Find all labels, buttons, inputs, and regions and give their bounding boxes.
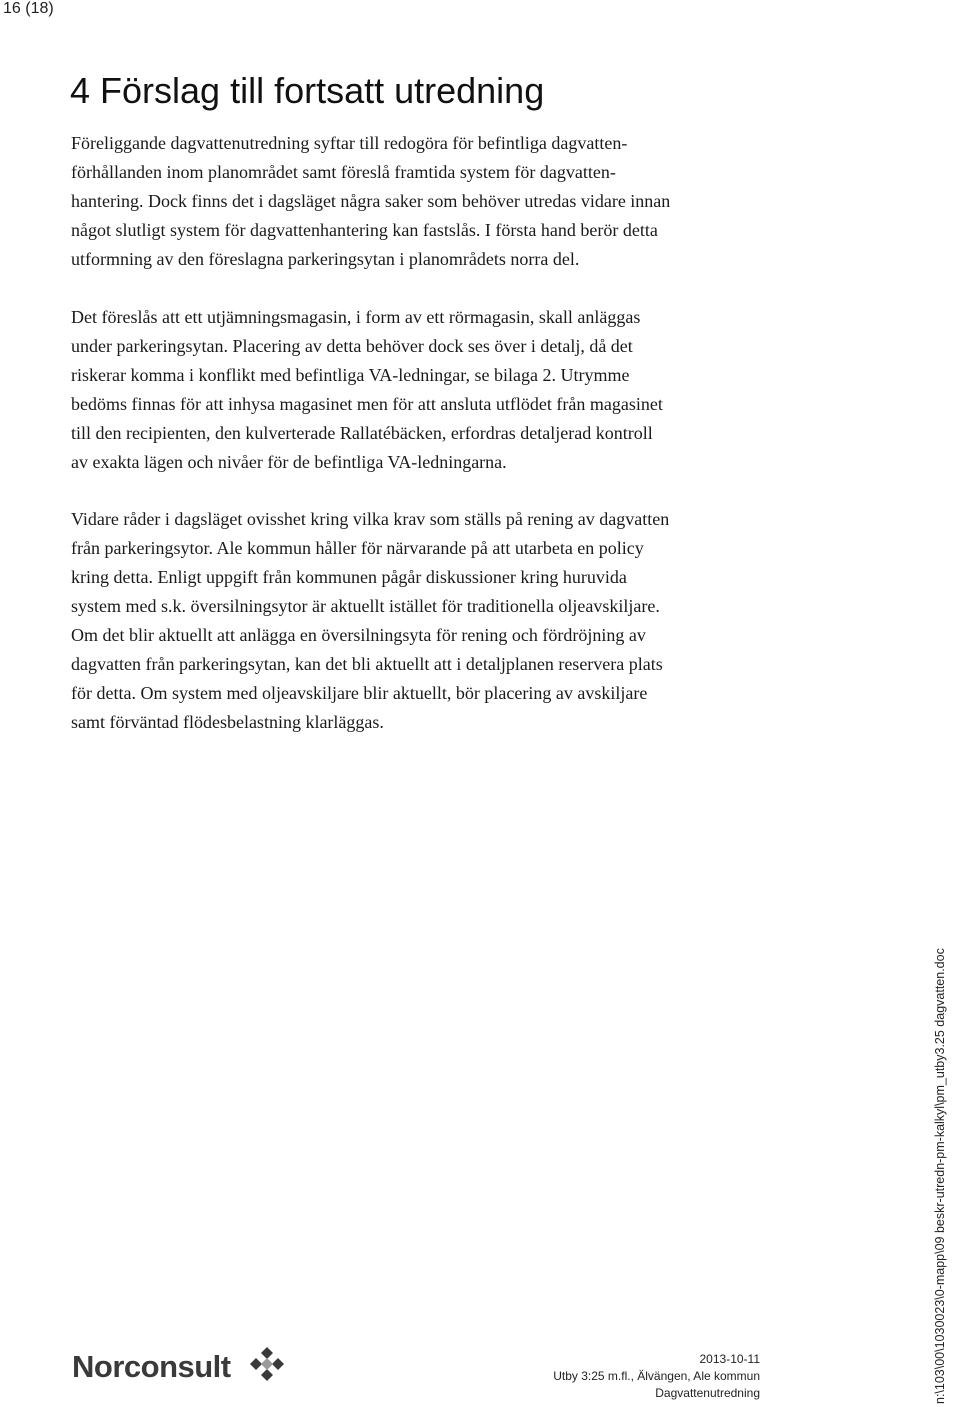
footer-document-title: Dagvattenutredning bbox=[655, 1386, 760, 1400]
paragraph-line: riskerar komma i konflikt med befintliga VA-ledningar, se bilaga 2. Utrymme bbox=[71, 365, 630, 385]
paragraph-1 bbox=[71, 129, 791, 274]
paragraph-line: Det föreslås att ett utjämningsmagasin, i form av ett rörmagasin, skall anläggas bbox=[71, 307, 641, 327]
paragraph-2 bbox=[71, 303, 791, 477]
page-number: 16 (18) bbox=[3, 0, 54, 17]
paragraph-line: samt förväntad flödesbelastning klarläggas. bbox=[71, 712, 384, 732]
paragraph-line: Vidare råder i dagsläget ovisshet kring vilka krav som ställs på rening av dagvatten bbox=[71, 509, 670, 529]
section-heading: 4 Förslag till fortsatt utredning bbox=[70, 70, 545, 111]
paragraph-line: utformning av den föreslagna parkeringsytan i planområdets norra del. bbox=[71, 249, 580, 269]
company-logo bbox=[72, 1349, 292, 1397]
footer-info bbox=[553, 1351, 760, 1402]
paragraph-line: av exakta lägen och nivåer för de befintliga VA-ledningarna. bbox=[71, 452, 507, 472]
norconsult-diamond-icon bbox=[247, 1345, 287, 1385]
logo-wordmark: Norconsult bbox=[72, 1349, 231, 1384]
paragraph-3 bbox=[71, 505, 791, 737]
footer-date: 2013-10-11 bbox=[699, 1352, 760, 1366]
paragraph-line: från parkeringsytor. Ale kommun håller för närvarande på att utarbeta en policy bbox=[71, 538, 644, 558]
paragraph-line: bedöms finnas för att inhysa magasinet men för att ansluta utflödet från magasinet bbox=[71, 394, 663, 414]
footer-project: Utby 3:25 m.fl., Älvängen, Ale kommun bbox=[553, 1369, 760, 1383]
paragraph-line: förhållanden inom planområdet samt föreslå framtida system för dagvatten- bbox=[71, 162, 616, 182]
paragraph-line: dagvatten från parkeringsytan, kan det bli aktuellt att i detaljplanen reservera plats bbox=[71, 654, 663, 674]
paragraph-line: till den recipienten, den kulverterade Rallatébäcken, erfordras detaljerad kontroll bbox=[71, 423, 653, 443]
paragraph-line: hantering. Dock finns det i dagsläget några saker som behöver utredas vidare innan bbox=[71, 191, 671, 211]
paragraph-line: något slutligt system för dagvattenhantering kan fastslås. I första hand berör detta bbox=[71, 220, 658, 240]
paragraph-line: kring detta. Enligt uppgift från kommunen pågår diskussioner kring huruvida bbox=[71, 567, 627, 587]
paragraph-line: Om det blir aktuellt att anlägga en översilningsyta för rening och fördröjning av bbox=[71, 625, 646, 645]
paragraph-line: under parkeringsytan. Placering av detta behöver dock ses över i detalj, då det bbox=[71, 336, 633, 356]
file-path: n:\103\00\1030023\0-mapp\09 beskr-utredn-pm-kalkyl\pm_utby3.25 dagvatten.doc bbox=[933, 948, 947, 1404]
paragraph-line: Föreliggande dagvattenutredning syftar till redogöra för befintliga dagvatten- bbox=[71, 133, 628, 153]
paragraph-line: för detta. Om system med oljeavskiljare blir aktuellt, bör placering av avskiljare bbox=[71, 683, 648, 703]
paragraph-line: system med s.k. översilningsytor är aktuellt istället för traditionella oljeavskiljare. bbox=[71, 596, 660, 616]
